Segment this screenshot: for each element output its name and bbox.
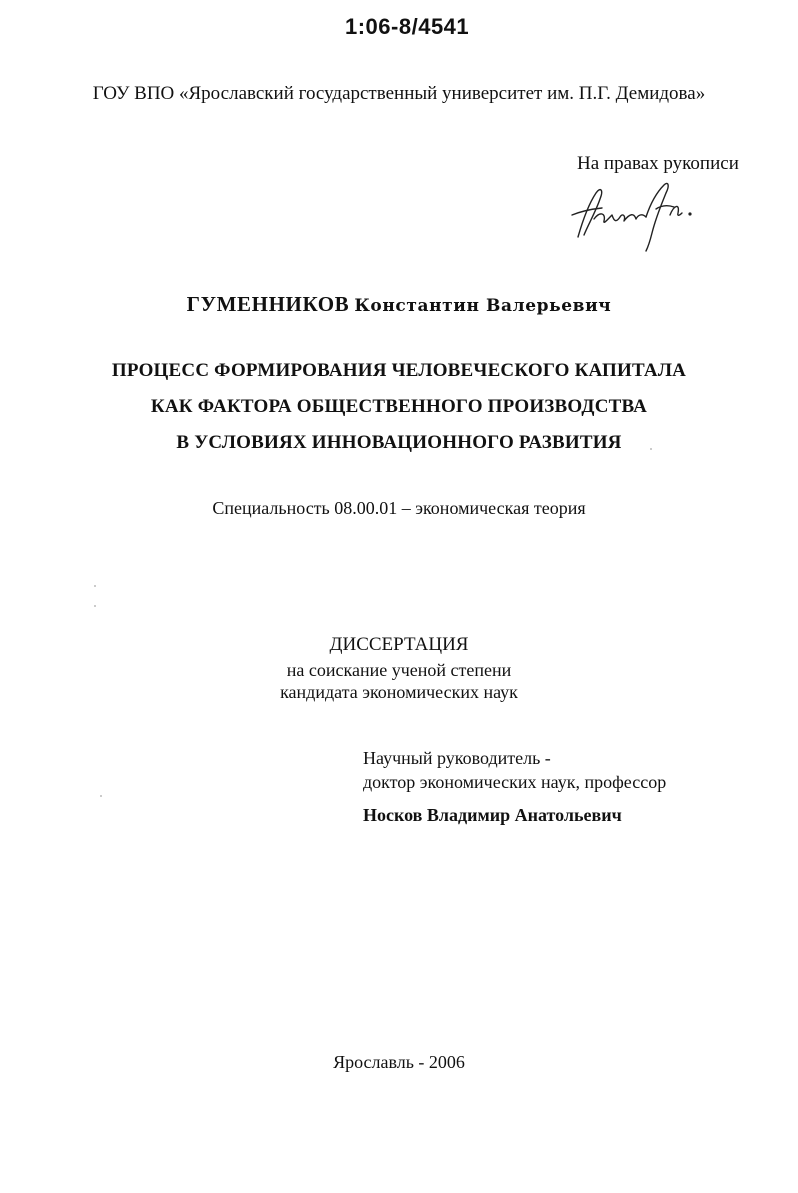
degree-line-1: на соискание ученой степени bbox=[286, 660, 512, 680]
institution-name: ГОУ ВПО «Ярославский государственный университет им. П.Г. Демидова» bbox=[92, 83, 706, 104]
scan-speck bbox=[94, 585, 96, 587]
specialty-line: Специальность 08.00.01 – экономическая теория bbox=[212, 498, 586, 518]
supervisor-title: доктор экономических наук, профессор bbox=[363, 772, 667, 792]
supervisor-name: Носков Владимир Анатольевич bbox=[363, 805, 622, 825]
dissertation-title-line-3: В УСЛОВИЯХ ИННОВАЦИОННОГО РАЗВИТИЯ bbox=[176, 432, 622, 453]
degree-line-2: кандидата экономических наук bbox=[280, 682, 518, 702]
scan-speck bbox=[650, 448, 652, 450]
scan-speck bbox=[100, 795, 102, 797]
author-name bbox=[0, 292, 798, 317]
dissertation-title-line-2: КАК ФАКТОРА ОБЩЕСТВЕННОГО ПРОИЗВОДСТВА bbox=[150, 396, 648, 417]
author-given-names: Константин Валерьевич bbox=[354, 296, 612, 316]
dissertation-title-line-1: ПРОЦЕСС ФОРМИРОВАНИЯ ЧЕЛОВЕЧЕСКОГО КАПИТАЛА bbox=[111, 360, 687, 381]
scan-speck bbox=[94, 605, 96, 607]
author-surname: ГУМЕННИКОВ bbox=[186, 292, 350, 316]
document-type: ДИССЕРТАЦИЯ bbox=[329, 634, 469, 655]
supervisor-label: Научный руководитель - bbox=[363, 748, 551, 768]
rights-notice: На правах рукописи bbox=[577, 153, 739, 174]
city-year: Ярославль - 2006 bbox=[333, 1052, 465, 1072]
catalog-number: 1:06-8/4541 bbox=[345, 14, 470, 39]
handwritten-signature-icon bbox=[570, 175, 700, 255]
